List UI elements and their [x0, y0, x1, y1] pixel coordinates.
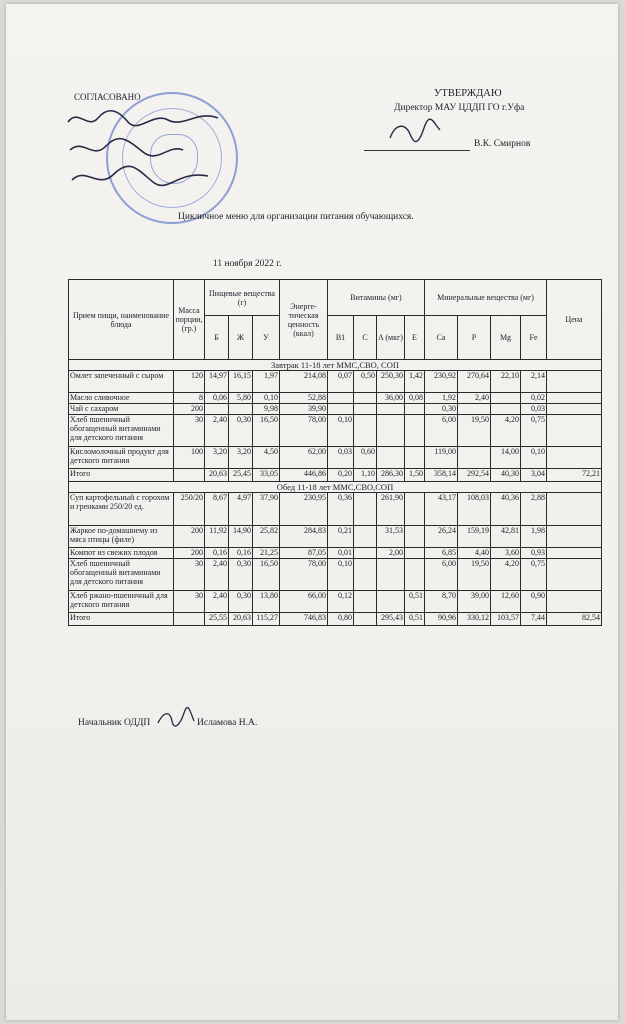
table-cell — [354, 415, 377, 447]
document-title: Цикличное меню для организации питания обучающихся. — [178, 212, 414, 222]
table-cell: 16,50 — [253, 559, 280, 591]
table-cell: 0,10 — [328, 559, 354, 591]
table-cell: 0,51 — [405, 591, 425, 613]
table-cell — [458, 447, 491, 469]
document-date: 11 ноября 2022 г. — [213, 259, 282, 269]
table-cell — [377, 415, 405, 447]
table-cell — [405, 447, 425, 469]
total-cell: 115,27 — [253, 613, 280, 626]
total-label: Итого — [69, 613, 174, 626]
approve-name: В.К. Смирнов — [474, 139, 531, 149]
total-label: Итого — [69, 469, 174, 482]
approve-label: УТВЕРЖДАЮ — [434, 88, 502, 99]
table-cell: 230,95 — [280, 493, 328, 526]
table-cell — [377, 447, 405, 469]
table-cell: 0,93 — [521, 548, 547, 559]
subheader-cell: Б — [205, 316, 229, 360]
total-cell: 286,30 — [377, 469, 405, 482]
total-row — [69, 613, 602, 626]
table-cell: 108,03 — [458, 493, 491, 526]
signature-line — [364, 150, 470, 151]
table-cell: 159,19 — [458, 526, 491, 548]
table-cell: 0,03 — [328, 447, 354, 469]
table-cell: 250,30 — [377, 371, 405, 393]
table-cell: 62,00 — [280, 447, 328, 469]
table-cell: 0,21 — [328, 526, 354, 548]
header-energy: Энерге-тическая ценность (ккал) — [280, 280, 328, 360]
total-cell: 33,05 — [253, 469, 280, 482]
table-cell: 19,50 — [458, 415, 491, 447]
table-cell: 0,06 — [205, 393, 229, 404]
table-cell — [405, 559, 425, 591]
table-cell: 0,30 — [229, 415, 253, 447]
table-cell: 0,30 — [229, 591, 253, 613]
total-cell: 25,45 — [229, 469, 253, 482]
table-cell: 14,97 — [205, 371, 229, 393]
total-cell: 103,57 — [491, 613, 521, 626]
table-cell: 0,16 — [229, 548, 253, 559]
table-cell: 37,90 — [253, 493, 280, 526]
table-cell: 261,90 — [377, 493, 405, 526]
table-cell — [547, 393, 602, 404]
table-cell: 52,88 — [280, 393, 328, 404]
table-cell: 120 — [174, 371, 205, 393]
dish-name: Чай с сахаром — [69, 404, 174, 415]
subheader-cell: E — [405, 316, 425, 360]
subheader-cell: У — [253, 316, 280, 360]
table-cell: 6,00 — [425, 559, 458, 591]
table-cell — [354, 493, 377, 526]
subheader-cell: Mg — [491, 316, 521, 360]
table-cell: 0,10 — [253, 393, 280, 404]
footer-label: Начальник ОДДП — [78, 718, 151, 728]
total-cell — [174, 469, 205, 482]
table-cell: 25,82 — [253, 526, 280, 548]
table-cell — [547, 371, 602, 393]
table-cell: 14,00 — [491, 447, 521, 469]
total-cell: 358,14 — [425, 469, 458, 482]
table-cell: 0,10 — [521, 447, 547, 469]
total-cell: 1,10 — [354, 469, 377, 482]
table-cell: 200 — [174, 526, 205, 548]
table-cell: 0,12 — [328, 591, 354, 613]
table-cell: 40,36 — [491, 493, 521, 526]
table-cell: 2,40 — [205, 591, 229, 613]
table-cell: 22,10 — [491, 371, 521, 393]
table-cell — [405, 493, 425, 526]
table-cell: 2,40 — [205, 559, 229, 591]
table-row — [69, 591, 602, 613]
table-cell — [547, 526, 602, 548]
table-cell: 16,50 — [253, 415, 280, 447]
table-cell — [205, 404, 229, 415]
table-cell: 214,08 — [280, 371, 328, 393]
table-cell: 1,98 — [521, 526, 547, 548]
total-cell: 295,43 — [377, 613, 405, 626]
table-cell: 0,90 — [521, 591, 547, 613]
table-cell: 66,00 — [280, 591, 328, 613]
total-cell — [174, 613, 205, 626]
table-cell: 0,08 — [405, 393, 425, 404]
table-cell: 30 — [174, 591, 205, 613]
table-row — [69, 559, 602, 591]
table-cell: 43,17 — [425, 493, 458, 526]
table-cell: 0,01 — [328, 548, 354, 559]
total-cell: 446,86 — [280, 469, 328, 482]
total-cell: 0,80 — [328, 613, 354, 626]
table-cell: 42,81 — [491, 526, 521, 548]
section-row — [69, 482, 602, 493]
total-cell: 20,63 — [229, 613, 253, 626]
table-cell: 3,20 — [229, 447, 253, 469]
table-cell: 2,88 — [521, 493, 547, 526]
total-cell: 330,12 — [458, 613, 491, 626]
dish-name: Компот из свежих плодов — [69, 548, 174, 559]
table-cell: 39,00 — [458, 591, 491, 613]
table-cell: 6,00 — [425, 415, 458, 447]
table-cell: 230,92 — [425, 371, 458, 393]
table-cell — [491, 404, 521, 415]
table-cell — [328, 393, 354, 404]
menu-table — [68, 279, 602, 626]
total-cell: 0,20 — [328, 469, 354, 482]
total-cell: 90,96 — [425, 613, 458, 626]
table-cell: 4,40 — [458, 548, 491, 559]
table-cell: 0,07 — [328, 371, 354, 393]
table-cell: 0,30 — [425, 404, 458, 415]
table-cell — [547, 404, 602, 415]
table-cell: 270,64 — [458, 371, 491, 393]
table-cell: 87,05 — [280, 548, 328, 559]
subheader-cell: A (мкг) — [377, 316, 405, 360]
table-cell: 4,20 — [491, 559, 521, 591]
table-cell — [547, 548, 602, 559]
table-cell: 3,20 — [205, 447, 229, 469]
table-cell — [377, 591, 405, 613]
table-cell: 12,60 — [491, 591, 521, 613]
table-cell — [547, 559, 602, 591]
table-cell — [547, 447, 602, 469]
table-cell: 1,92 — [425, 393, 458, 404]
agreed-label: СОГЛАСОВАНО — [74, 92, 141, 102]
subheader-cell: Ca — [425, 316, 458, 360]
table-cell — [328, 404, 354, 415]
document-page — [6, 4, 618, 1020]
table-cell: 16,15 — [229, 371, 253, 393]
subheader-cell: Fe — [521, 316, 547, 360]
total-cell: 292,54 — [458, 469, 491, 482]
table-cell: 2,00 — [377, 548, 405, 559]
footer-name: Исламова Н.А. — [197, 718, 258, 728]
table-cell: 0,36 — [328, 493, 354, 526]
total-row — [69, 469, 602, 482]
header-nutrients: Пищевые вещества (г) — [205, 280, 280, 316]
table-cell — [547, 493, 602, 526]
dish-name: Хлеб ржано-пшеничный для детского питания — [69, 591, 174, 613]
total-cell: 0,51 — [405, 613, 425, 626]
table-cell: 6,85 — [425, 548, 458, 559]
table-cell: 2,40 — [205, 415, 229, 447]
table-cell: 250/20 — [174, 493, 205, 526]
table-cell — [547, 415, 602, 447]
table-cell — [405, 526, 425, 548]
table-cell — [354, 591, 377, 613]
table-cell: 0,50 — [354, 371, 377, 393]
table-cell: 0,10 — [328, 415, 354, 447]
table-cell: 36,00 — [377, 393, 405, 404]
table-cell: 100 — [174, 447, 205, 469]
total-cell: 746,83 — [280, 613, 328, 626]
total-cell: 25,55 — [205, 613, 229, 626]
subheader-cell: C — [354, 316, 377, 360]
table-cell: 0,75 — [521, 415, 547, 447]
table-cell: 200 — [174, 404, 205, 415]
table-cell — [354, 526, 377, 548]
table-cell — [458, 404, 491, 415]
dish-name: Кисломолочный продукт для детского питания — [69, 447, 174, 469]
table-cell: 1,97 — [253, 371, 280, 393]
total-cell: 40,30 — [491, 469, 521, 482]
header-minerals: Минеральные вещества (мг) — [425, 280, 547, 316]
table-cell: 39,90 — [280, 404, 328, 415]
table-cell: 5,80 — [229, 393, 253, 404]
table-cell — [354, 559, 377, 591]
table-cell: 3,60 — [491, 548, 521, 559]
table-cell: 30 — [174, 559, 205, 591]
table-cell: 30 — [174, 415, 205, 447]
total-cell: 82,54 — [547, 613, 602, 626]
header-meal: Прием пищи, наименование блюда — [69, 280, 174, 360]
section-row — [69, 360, 602, 371]
total-cell — [354, 613, 377, 626]
table-cell: 4,20 — [491, 415, 521, 447]
table-row — [69, 415, 602, 447]
approve-position: Директор МАУ ЦДДП ГО г.Уфа — [394, 103, 525, 113]
table-cell — [405, 548, 425, 559]
dish-name: Хлеб пшеничный обогащенный витаминами для детского питания — [69, 559, 174, 591]
dish-name: Масло сливочное — [69, 393, 174, 404]
table-cell: 0,16 — [205, 548, 229, 559]
table-cell: 0,60 — [354, 447, 377, 469]
table-cell: 8,70 — [425, 591, 458, 613]
table-cell: 0,30 — [229, 559, 253, 591]
table-cell: 4,97 — [229, 493, 253, 526]
table-cell: 26,24 — [425, 526, 458, 548]
total-cell: 3,04 — [521, 469, 547, 482]
table-row — [69, 493, 602, 526]
subheader-cell: B1 — [328, 316, 354, 360]
table-cell — [405, 415, 425, 447]
table-cell — [229, 404, 253, 415]
section-title: Обед 11-18 лет ММС,СВО,СОП — [69, 482, 602, 493]
header-vitamins: Витамины (мг) — [328, 280, 425, 316]
table-row — [69, 393, 602, 404]
table-cell — [354, 393, 377, 404]
table-cell: 11,92 — [205, 526, 229, 548]
subheader-cell: P — [458, 316, 491, 360]
section-title: Завтрак 11-18 лет ММС,СВО, СОП — [69, 360, 602, 371]
table-cell: 0,02 — [521, 393, 547, 404]
table-cell — [354, 548, 377, 559]
table-cell: 0,03 — [521, 404, 547, 415]
table-cell — [377, 404, 405, 415]
table-cell: 78,00 — [280, 559, 328, 591]
table-cell: 78,00 — [280, 415, 328, 447]
dish-name: Хлеб пшеничный обогащенный витаминами для детского питания — [69, 415, 174, 447]
header-mass: Масса порции, (гр.) — [174, 280, 205, 360]
table-cell: 21,25 — [253, 548, 280, 559]
dish-name: Суп картофельный с горохом и гренками 250/20 ед. — [69, 493, 174, 526]
table-cell: 8 — [174, 393, 205, 404]
table-cell: 4,50 — [253, 447, 280, 469]
table-cell — [491, 393, 521, 404]
table-cell: 119,00 — [425, 447, 458, 469]
table-row — [69, 371, 602, 393]
table-cell: 200 — [174, 548, 205, 559]
total-cell: 20,63 — [205, 469, 229, 482]
table-cell: 0,75 — [521, 559, 547, 591]
table-cell: 14,90 — [229, 526, 253, 548]
dish-name: Омлет запеченный с сыром — [69, 371, 174, 393]
table-cell: 31,53 — [377, 526, 405, 548]
subheader-cell: Ж — [229, 316, 253, 360]
table-cell: 19,50 — [458, 559, 491, 591]
table-row — [69, 526, 602, 548]
table-cell — [377, 559, 405, 591]
table-cell — [354, 404, 377, 415]
table-cell — [547, 591, 602, 613]
header-price: Цена — [547, 280, 602, 360]
table-cell: 9,98 — [253, 404, 280, 415]
handwriting-signature — [58, 100, 228, 196]
total-cell: 1,50 — [405, 469, 425, 482]
table-cell: 284,83 — [280, 526, 328, 548]
table-cell: 8,67 — [205, 493, 229, 526]
table-row — [69, 548, 602, 559]
total-cell: 72,21 — [547, 469, 602, 482]
table-cell: 13,80 — [253, 591, 280, 613]
table-row — [69, 404, 602, 415]
table-cell — [405, 404, 425, 415]
table-cell: 2,14 — [521, 371, 547, 393]
dish-name: Жаркое по-домашнему из мяса птицы (филе) — [69, 526, 174, 548]
table-row — [69, 447, 602, 469]
footer-signature — [156, 707, 196, 729]
table-cell: 1,42 — [405, 371, 425, 393]
total-cell: 7,44 — [521, 613, 547, 626]
table-cell: 2,40 — [458, 393, 491, 404]
